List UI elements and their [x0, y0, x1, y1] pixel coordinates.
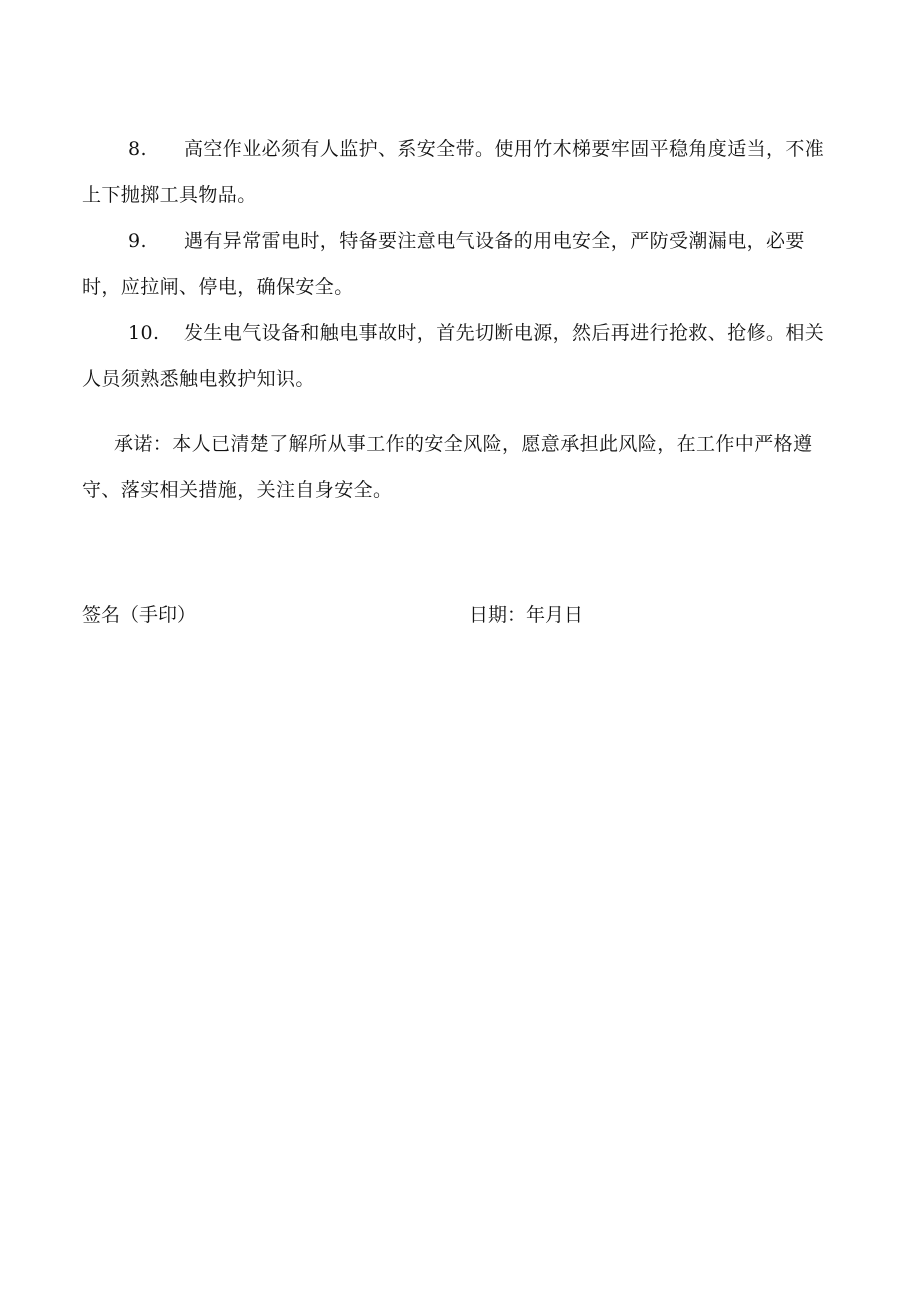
rule-text: 发生电气设备和触电事故时，首先切断电源，然后再进行抢救、抢修。相关人员须熟悉触电救护知识。	[82, 322, 825, 390]
signature-label: 签名（手印）	[82, 604, 197, 626]
safety-rules-content	[82, 126, 828, 532]
signature-row	[82, 598, 828, 632]
rule-item-9	[82, 218, 828, 310]
rule-text: 高空作业必须有人监护、系安全带。使用竹木梯要牢固平稳角度适当，不准上下抛掷工具物品。	[82, 138, 825, 206]
date-label: 日期：年月日	[469, 604, 584, 626]
rule-item-10	[82, 310, 828, 402]
rule-number: 10.	[128, 322, 160, 344]
promise-statement: 承诺：本人已清楚了解所从事工作的安全风险，愿意承担此风险，在工作中严格遵守、落实相关措施，关注自身安全。	[82, 433, 813, 501]
rule-item-8	[82, 126, 828, 218]
rule-number: 8.	[128, 138, 147, 160]
rule-text: 遇有异常雷电时，特备要注意电气设备的用电安全，严防受潮漏电，必要时，应拉闸、停电，确保安全。	[82, 230, 805, 298]
rule-number: 9.	[128, 230, 147, 252]
